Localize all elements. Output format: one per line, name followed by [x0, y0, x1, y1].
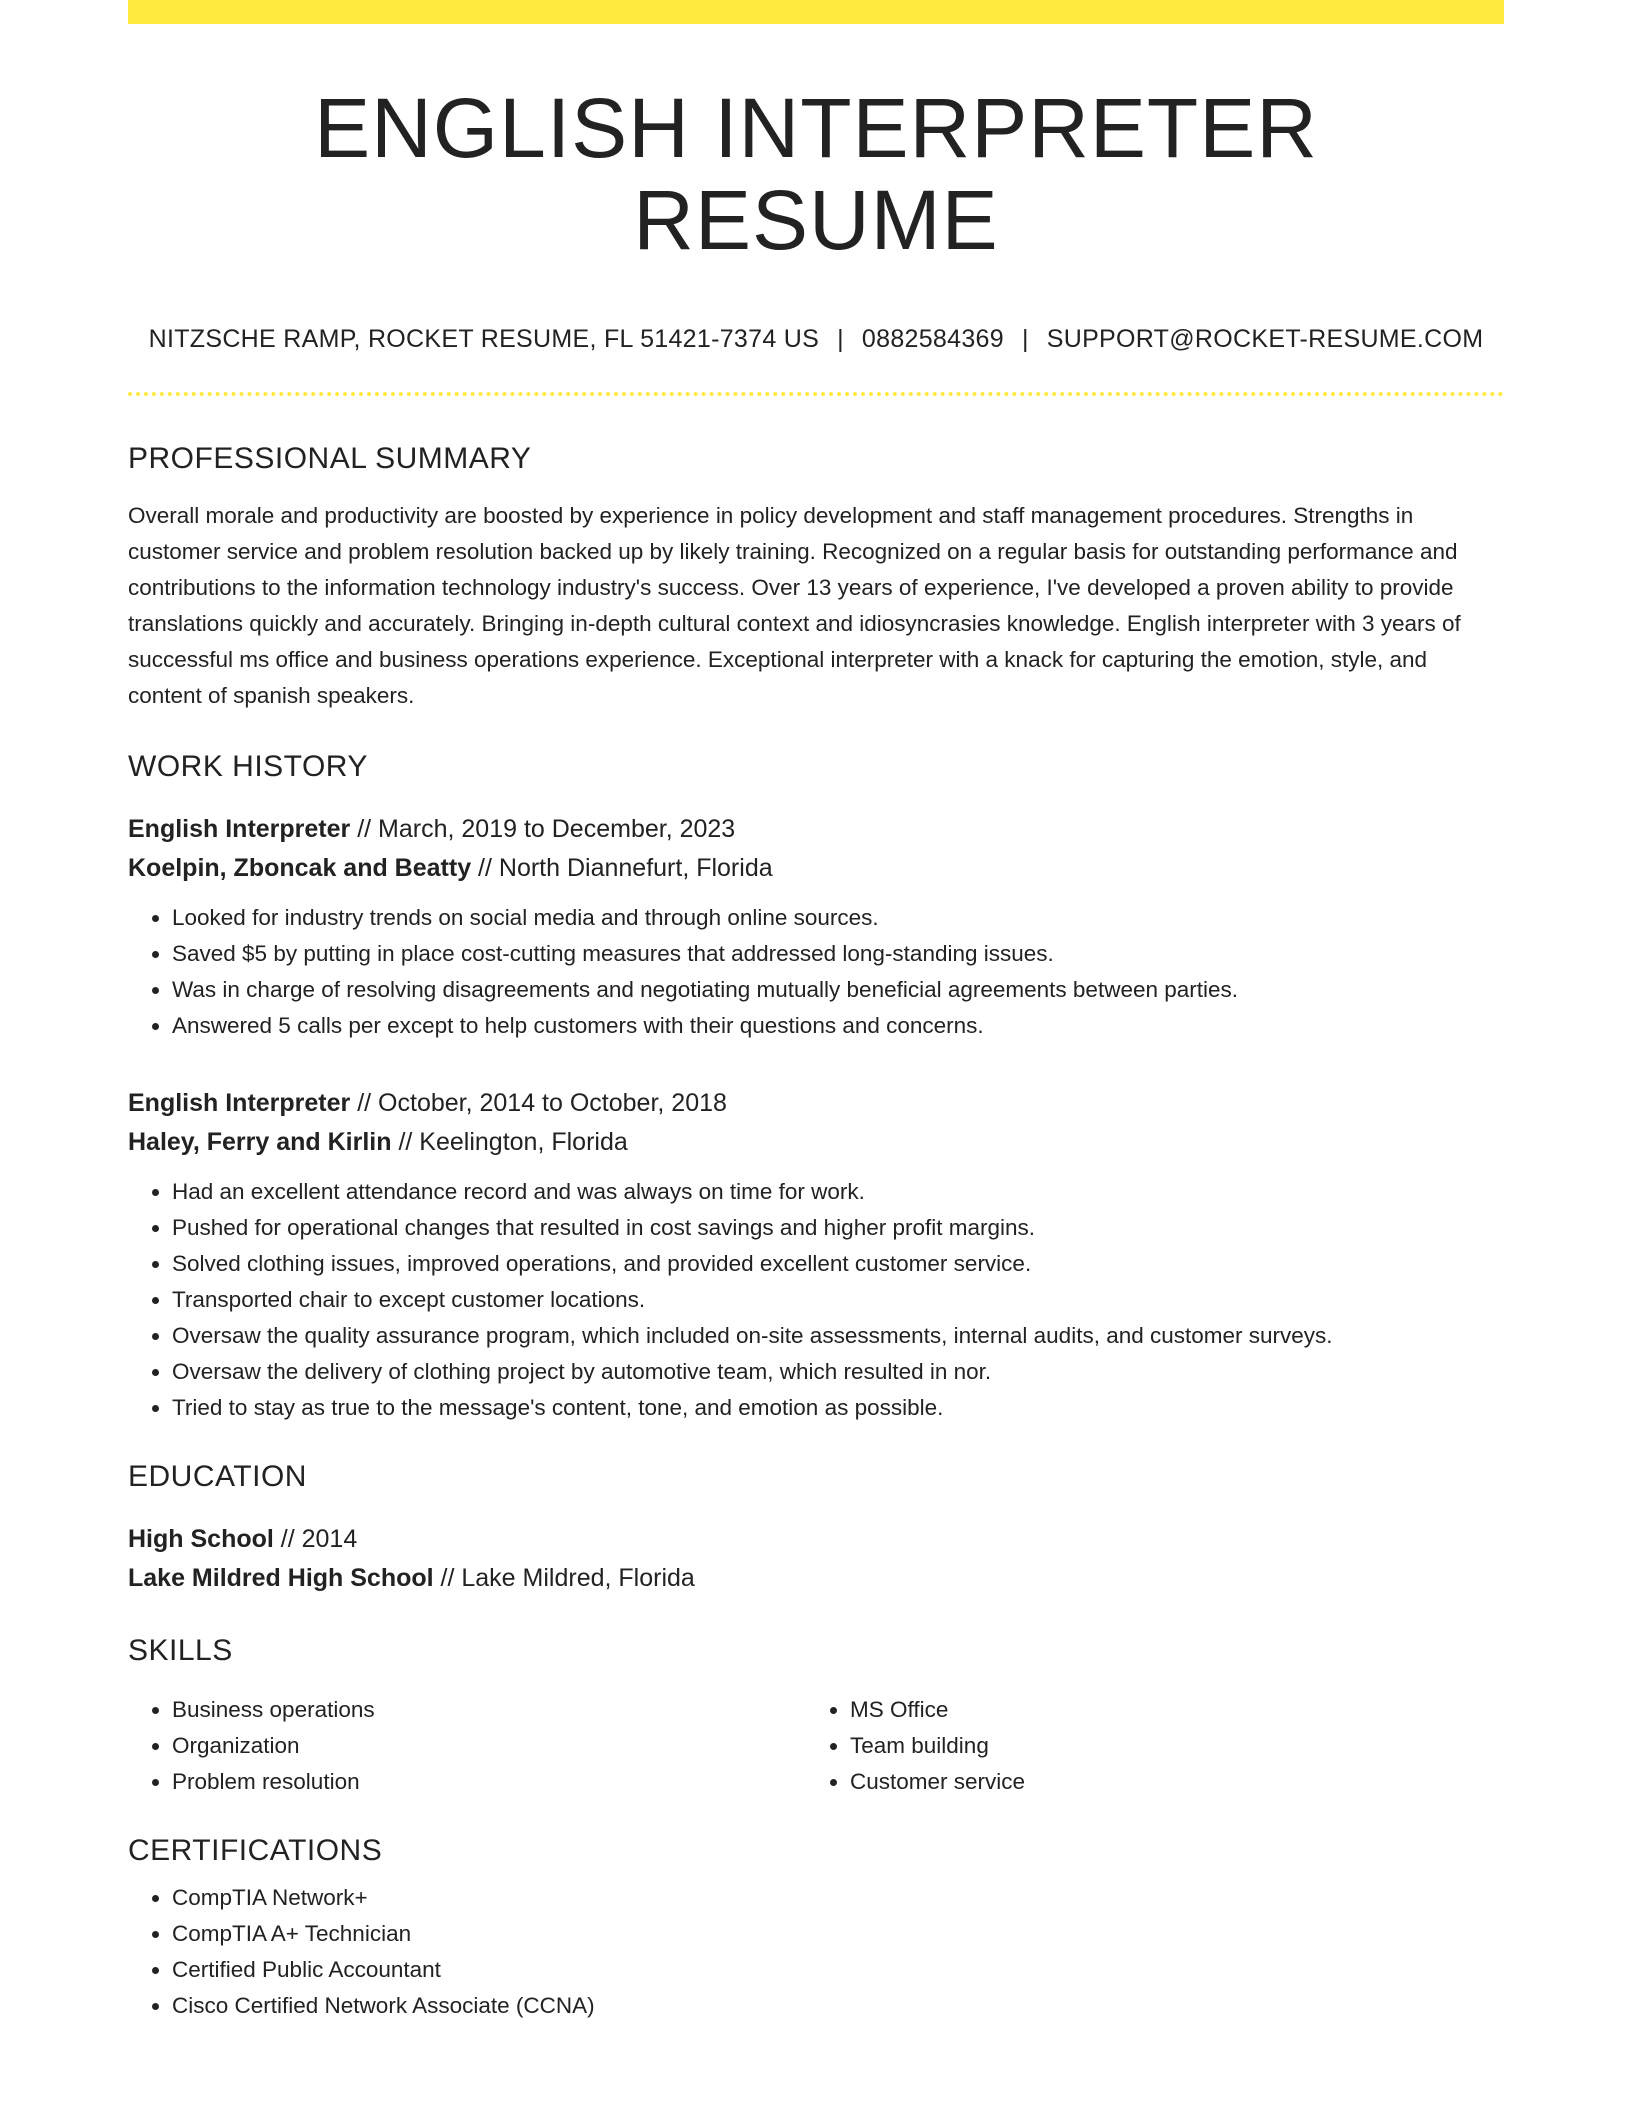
summary-heading: PROFESSIONAL SUMMARY — [128, 441, 532, 475]
education-degree-line — [128, 1520, 1504, 1559]
list-item: • Certified Public Accountant — [172, 1952, 1504, 1988]
skills-column-left — [128, 1692, 806, 1800]
contact-line — [128, 325, 1504, 354]
list-item: • Was in charge of resolving disagreements and negotiating mutually beneficial agreements between parties. — [172, 972, 1504, 1008]
list-item: • Saved $5 by putting in place cost-cutting measures that addressed long-standing issues. — [172, 936, 1504, 972]
skills-list-right — [806, 1692, 1484, 1800]
list-item: • Organization — [172, 1728, 806, 1764]
resume-title: ENGLISH INTERPRETER RESUME — [314, 81, 1318, 268]
skills-grid — [128, 1692, 1504, 1800]
job-2-position: English Interpreter — [128, 1088, 351, 1117]
list-item: • CompTIA Network+ — [172, 1880, 1504, 1916]
list-item: • Cisco Certified Network Associate (CCNA) — [172, 1988, 1504, 2024]
job-1-position: English Interpreter — [128, 814, 351, 843]
list-item: • Looked for industry trends on social media and through online sources. — [172, 900, 1504, 936]
education-school: Lake Mildred High School — [128, 1563, 434, 1592]
list-item: • Customer service — [850, 1764, 1484, 1800]
contact-separator: | — [837, 324, 844, 353]
job-1-company-line — [128, 849, 1504, 888]
contact-email: SUPPORT@ROCKET-RESUME.COM — [1046, 324, 1484, 353]
job-2-dates: // October, 2014 to October, 2018 — [350, 1088, 727, 1117]
list-item: • CompTIA A+ Technician — [172, 1916, 1504, 1952]
education-heading: EDUCATION — [128, 1459, 307, 1493]
resume-page — [128, 0, 1504, 2024]
list-item: • Problem resolution — [172, 1764, 806, 1800]
job-2-company: Haley, Ferry and Kirlin — [128, 1127, 392, 1156]
list-item: • Business operations — [172, 1692, 806, 1728]
work-history-heading: WORK HISTORY — [128, 749, 368, 783]
contact-address: NITZSCHE RAMP, ROCKET RESUME, FL 51421-7374 US — [148, 324, 820, 353]
job-1-bullets — [128, 900, 1504, 1044]
job-1-company: Koelpin, Zboncak and Beatty — [128, 853, 472, 882]
contact-phone: 0882584369 — [861, 324, 1004, 353]
job-2-location: // Keelington, Florida — [391, 1127, 628, 1156]
contact-separator: | — [1021, 324, 1029, 353]
list-item: • Tried to stay as true to the message's content, tone, and emotion as possible. — [172, 1390, 1504, 1426]
job-2-company-line — [128, 1123, 1504, 1162]
list-item: • MS Office — [850, 1692, 1484, 1728]
header-divider — [128, 392, 1504, 396]
skills-list-left — [128, 1692, 806, 1800]
list-item: • Pushed for operational changes that resulted in cost savings and higher profit margins. — [172, 1210, 1504, 1246]
education-degree: High School — [128, 1524, 274, 1553]
list-item: • Transported chair to except customer locations. — [172, 1282, 1504, 1318]
job-1-title-line — [128, 810, 1504, 849]
certifications-heading: CERTIFICATIONS — [128, 1833, 383, 1867]
job-2-bullets — [128, 1174, 1504, 1426]
top-accent-bar — [128, 0, 1504, 24]
list-item: • Oversaw the delivery of clothing project by automotive team, which resulted in nor. — [172, 1354, 1504, 1390]
job-1-dates: // March, 2019 to December, 2023 — [350, 814, 736, 843]
list-item: • Had an excellent attendance record and was always on time for work. — [172, 1174, 1504, 1210]
list-item: • Solved clothing issues, improved operations, and provided excellent customer service. — [172, 1246, 1504, 1282]
skills-heading: SKILLS — [128, 1633, 233, 1667]
education-school-line — [128, 1559, 1504, 1598]
certifications-list — [128, 1880, 1504, 2024]
job-2-title-line — [128, 1084, 1504, 1123]
list-item: • Oversaw the quality assurance program, which included on-site assessments, internal audits, and customer surveys. — [172, 1318, 1504, 1354]
education-location: // Lake Mildred, Florida — [433, 1563, 695, 1592]
education-year: // 2014 — [273, 1524, 358, 1553]
list-item: • Answered 5 calls per except to help customers with their questions and concerns. — [172, 1008, 1504, 1044]
job-1-location: // North Diannefurt, Florida — [471, 853, 773, 882]
skills-column-right — [806, 1692, 1484, 1800]
summary-text: Overall morale and productivity are boosted by experience in policy development and staff management procedures. Strengths in customer service and problem resolution backed up by likely training. Recognized on a regular basis for outstanding performance and contributions to the information technology industry's success. Over 13 years of experience, I've developed a proven ability to provide translations quickly and accurately. Bringing in-depth cultural context and idiosyncrasies knowledge. English interpreter with 3 years of successful ms office and business operations experience. Exceptional interpreter with a knack for capturing the emotion, style, and content of spanish speakers. — [128, 502, 1461, 708]
list-item: • Team building — [850, 1728, 1484, 1764]
